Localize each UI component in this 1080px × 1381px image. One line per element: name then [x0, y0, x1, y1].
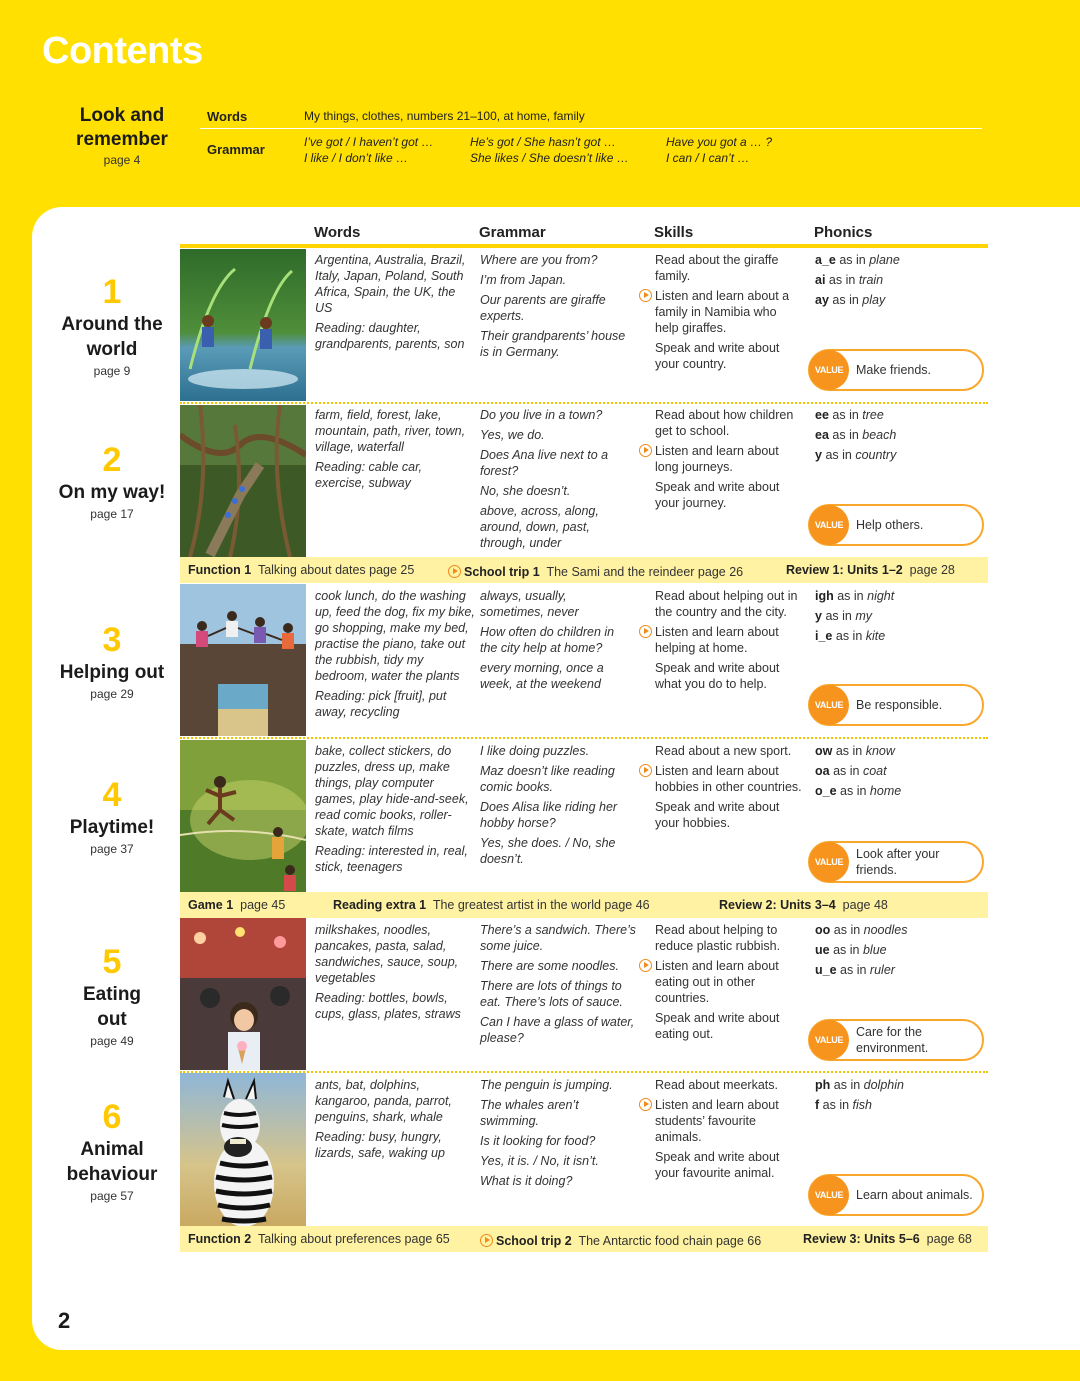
value-badge: VALUE	[809, 1175, 849, 1215]
unit-1-phonics	[815, 252, 975, 312]
band-link-title: Function 2	[188, 1232, 252, 1246]
look-and-remember-title	[62, 104, 182, 168]
phonics-item	[815, 407, 975, 423]
unit-page: page 29	[90, 687, 134, 701]
phonics-word: ruler	[869, 963, 895, 977]
phonics-sound: u_e	[815, 963, 837, 977]
unit-3-words	[315, 588, 477, 724]
phonics-as-in: as in	[828, 273, 856, 287]
unit-page: page 17	[90, 507, 134, 521]
phonics-word: home	[869, 784, 902, 798]
column-header-phonics: Phonics	[814, 224, 873, 241]
words-line: farm, field, forest, lake, mountain, path, river, town, village, waterfall	[315, 408, 466, 454]
words-line: Argentina, Australia, Brazil, Italy, Japan, Poland, South Africa, Spain, the UK, the US	[315, 253, 466, 315]
phonics-as-in: as in	[832, 293, 859, 307]
phonics-item	[815, 427, 975, 443]
phonics-item	[815, 922, 975, 938]
band-link-text: Talking about dates page 25	[257, 563, 415, 577]
band-link-text: page 48	[842, 898, 888, 912]
phonics-item	[815, 252, 975, 268]
unit-number: 3	[102, 621, 122, 659]
lar-grammar-line: He’s got / She hasn’t got …	[470, 135, 616, 149]
look-and-remember-page: page 4	[103, 153, 141, 167]
look-and-remember-title-line1: Look and	[79, 105, 165, 126]
phonics-sound: y	[815, 448, 822, 462]
value-badge: VALUE	[809, 505, 849, 545]
unit-5-phonics	[815, 922, 975, 982]
column-header-skills: Skills	[654, 224, 694, 241]
unit-4-words	[315, 743, 473, 879]
unit-page: page 37	[90, 842, 134, 856]
phonics-as-in: as in	[822, 1098, 850, 1112]
header-rule	[180, 244, 988, 248]
phonics-item	[815, 608, 975, 624]
unit-4-label[interactable]	[50, 775, 174, 858]
phonics-word: blue	[862, 943, 887, 957]
unit-number: 5	[102, 943, 122, 981]
skill-line: Read about meerkats.	[655, 1078, 778, 1092]
phonics-sound: ue	[815, 943, 830, 957]
band-link-title: School trip 2	[496, 1234, 572, 1248]
phonics-sound: i_e	[815, 629, 833, 643]
value-text: Look after your friends.	[856, 847, 940, 877]
unit-3-label[interactable]	[50, 620, 174, 703]
skill-line: Read about helping to reduce plastic rubbish.	[655, 923, 781, 953]
phonics-item	[815, 783, 975, 799]
value-text: Make friends.	[856, 363, 932, 377]
grammar-line: Yes, she does. / No, she doesn’t.	[480, 836, 616, 866]
phonics-as-in: as in	[835, 629, 863, 643]
value-text: Be responsible.	[856, 698, 943, 712]
phonics-item	[815, 292, 975, 308]
phonics-item	[815, 588, 975, 604]
unit-3-grammar	[480, 588, 632, 696]
children-holding-hands-wall-photo	[180, 584, 306, 736]
lar-grammar-line: I’ve got / I haven’t got …	[304, 135, 434, 149]
phonics-word: dolphin	[863, 1078, 904, 1092]
phonics-as-in: as in	[833, 943, 860, 957]
unit-page: page 9	[93, 364, 131, 378]
unit-6-words	[315, 1077, 473, 1165]
skill-line: Speak and write about what you do to help.	[655, 661, 780, 691]
words-line: Reading: busy, hungry, lizards, safe, waking up	[315, 1130, 445, 1160]
skill-line: Read about how children get to school.	[655, 408, 794, 438]
phonics-sound: ai	[815, 273, 826, 287]
band-link[interactable]	[188, 1232, 450, 1246]
grammar-line: There are some noodles.	[480, 959, 619, 973]
unit-1-grammar	[480, 252, 630, 364]
unit-page: page 57	[90, 1189, 134, 1203]
unit-5-grammar	[480, 922, 636, 1050]
grammar-line: above, across, along, around, down, past, through, under	[480, 504, 599, 550]
phonics-word: fish	[852, 1098, 872, 1112]
extras-band-3	[180, 1226, 988, 1252]
value-box	[808, 1019, 984, 1061]
unit-title-line1: Around the	[61, 314, 163, 335]
words-line: ants, bat, dolphins, kangaroo, panda, parrot, penguins, shark, whale	[315, 1078, 452, 1124]
value-box	[808, 504, 984, 546]
unit-5-label[interactable]	[50, 942, 174, 1050]
phonics-sound: ee	[815, 408, 829, 422]
phonics-word: noodles	[863, 923, 908, 937]
unit-6-skills	[655, 1077, 803, 1185]
unit-3-phonics	[815, 588, 975, 648]
band-link-title: School trip 1	[464, 565, 540, 579]
lar-grammar-cell	[666, 134, 772, 166]
words-line: Reading: interested in, real, stick, teenagers	[315, 844, 468, 874]
band-link-text: page 28	[909, 563, 955, 577]
audio-play-icon	[480, 1234, 493, 1247]
phonics-item	[815, 763, 975, 779]
phonics-word: night	[867, 589, 895, 603]
audio-play-icon[interactable]	[639, 625, 652, 638]
unit-6-grammar	[480, 1077, 634, 1193]
unit-title-line2: out	[97, 1009, 127, 1030]
skill-line-audio	[655, 624, 803, 656]
phonics-sound: ay	[815, 293, 829, 307]
band-link-text: Talking about preferences page 65	[257, 1232, 450, 1246]
unit-number: 4	[102, 776, 122, 814]
column-header-words: Words	[314, 224, 361, 241]
phonics-item	[815, 743, 975, 759]
grammar-line: Their grandparents’ house is in Germany.	[480, 329, 626, 359]
skill-line-audio	[655, 763, 803, 795]
unit-title-line1: Playtime!	[69, 817, 155, 838]
band-link-title: Function 1	[188, 563, 252, 577]
band-link[interactable]	[786, 563, 955, 577]
grammar-line: No, she doesn’t.	[480, 484, 571, 498]
phonics-as-in: as in	[825, 448, 852, 462]
unit-title-line1: Animal	[80, 1139, 144, 1160]
band-link[interactable]	[480, 1232, 761, 1248]
skill-line-audio	[655, 288, 803, 336]
unit-1-words	[315, 252, 473, 356]
audio-play-icon[interactable]	[639, 1098, 652, 1111]
skill-text: Listen and learn about long journeys.	[655, 444, 779, 474]
band-link-title: Game 1	[188, 898, 234, 912]
unit-2-phonics	[815, 407, 975, 467]
lar-grammar-line: She likes / She doesn’t like …	[470, 151, 629, 165]
band-link-title: Review 3: Units 5–6	[803, 1232, 920, 1246]
phonics-word: plane	[869, 253, 900, 267]
unit-2-words	[315, 407, 473, 495]
unit-2-grammar	[480, 407, 630, 555]
unit-title-line2: behaviour	[66, 1164, 158, 1185]
value-badge: VALUE	[809, 685, 849, 725]
lar-words-label: Words	[207, 109, 248, 124]
grammar-line: every morning, once a week, at the weekend	[480, 661, 604, 691]
band-link-title: Reading extra 1	[333, 898, 427, 912]
grammar-line: Where are you from?	[480, 253, 598, 267]
value-badge: VALUE	[809, 350, 849, 390]
phonics-sound: f	[815, 1098, 820, 1112]
lar-grammar-cell	[304, 134, 433, 166]
unit-3-skills	[655, 588, 803, 696]
band-link-text: page 68	[926, 1232, 972, 1246]
phonics-item	[815, 962, 975, 978]
skill-line: Speak and write about your country.	[655, 341, 780, 371]
column-header-grammar: Grammar	[479, 224, 546, 241]
value-text: Care for the environment.	[856, 1025, 929, 1055]
phonics-item	[815, 628, 975, 644]
words-line: Reading: pick [fruit], put away, recycling	[315, 689, 447, 719]
skill-line: Speak and write about eating out.	[655, 1011, 780, 1041]
band-link[interactable]	[188, 563, 414, 577]
phonics-item	[815, 272, 975, 288]
unit-4-grammar	[480, 743, 634, 871]
phonics-sound: igh	[815, 589, 834, 603]
words-line: Reading: daughter, grandparents, parents, son	[315, 321, 465, 351]
phonics-as-in: as in	[839, 253, 866, 267]
extras-band-2	[180, 892, 988, 918]
grammar-line: Do you live in a town?	[480, 408, 603, 422]
skill-line: Speak and write about your hobbies.	[655, 800, 780, 830]
skill-line: Read about helping out in the country and the city.	[655, 589, 798, 619]
audio-play-icon[interactable]	[639, 444, 652, 457]
unit-number: 1	[102, 273, 122, 311]
grammar-line: Yes, we do.	[480, 428, 545, 442]
unit-4-phonics	[815, 743, 975, 803]
skill-line: Read about a new sport.	[655, 744, 792, 758]
laughing-zebra-photo	[180, 1073, 306, 1227]
phonics-sound: ph	[815, 1078, 831, 1092]
phonics-sound: ow	[815, 744, 833, 758]
value-badge: VALUE	[809, 1020, 849, 1060]
grammar-line: always, usually, sometimes, never	[480, 589, 579, 619]
phonics-as-in: as in	[840, 784, 867, 798]
phonics-sound: ea	[815, 428, 829, 442]
words-line: bake, collect stickers, do puzzles, dress up, make things, play computer games, play hide-and-seek, read comic books, roller-skate, watch films	[315, 744, 469, 838]
phonics-word: play	[862, 293, 886, 307]
skill-line-audio	[655, 443, 803, 475]
unit-6-phonics	[815, 1077, 975, 1117]
grammar-line: Does Alisa like riding her hobby horse?	[480, 800, 618, 830]
phonics-as-in: as in	[835, 744, 863, 758]
audio-play-icon[interactable]	[639, 959, 652, 972]
lar-grammar-label: Grammar	[207, 142, 265, 157]
band-link[interactable]	[448, 563, 743, 579]
unit-number: 2	[102, 441, 122, 479]
lar-grammar-cell	[470, 134, 629, 166]
words-line: milkshakes, noodles, pancakes, pasta, salad, sandwiches, sauce, soup, vegetables	[315, 923, 459, 985]
phonics-as-in: as in	[833, 1078, 861, 1092]
unit-page: page 49	[90, 1034, 134, 1048]
grammar-line: The penguin is jumping.	[480, 1078, 613, 1092]
skill-line-audio	[655, 958, 803, 1006]
root-bridge-forest-photo	[180, 405, 306, 557]
unit-5-words	[315, 922, 475, 1026]
unit-title-line2: world	[86, 339, 138, 360]
skill-text: Listen and learn about eating out in other countries.	[655, 959, 779, 1005]
unit-4-skills	[655, 743, 803, 835]
value-box	[808, 684, 984, 726]
band-link[interactable]	[719, 898, 888, 912]
value-box	[808, 841, 984, 883]
lar-grammar-line: Have you got a … ?	[666, 135, 773, 149]
boy-jumping-rope-photo	[180, 740, 306, 892]
grammar-line: I’m from Japan.	[480, 273, 567, 287]
extras-band-1	[180, 557, 988, 583]
audio-play-icon[interactable]	[639, 289, 652, 302]
unit-5-skills	[655, 922, 803, 1046]
grammar-line: What is it doing?	[480, 1174, 573, 1188]
skill-text: Listen and learn about a family in Namibia who help giraffes.	[655, 289, 790, 335]
phonics-as-in: as in	[825, 609, 852, 623]
grammar-line: How often do children in the city help at home?	[480, 625, 615, 655]
phonics-word: coat	[862, 764, 887, 778]
unit-title-line1: Helping out	[59, 662, 165, 683]
value-box	[808, 349, 984, 391]
audio-play-icon[interactable]	[639, 764, 652, 777]
value-text: Help others.	[856, 518, 924, 532]
words-line: Reading: cable car, exercise, subway	[315, 460, 423, 490]
skill-line: Read about the giraffe family.	[655, 253, 779, 283]
grammar-line: Yes, it is. / No, it isn’t.	[480, 1154, 599, 1168]
words-line: Reading: bottles, bowls, cups, glass, plates, straws	[315, 991, 461, 1021]
phonics-as-in: as in	[833, 764, 860, 778]
skill-text: Listen and learn about helping at home.	[655, 625, 779, 655]
look-and-remember-title-line2: remember	[76, 129, 168, 150]
skill-text: Listen and learn about hobbies in other countries.	[655, 764, 802, 794]
grammar-line: The whales aren’t swimming.	[480, 1098, 579, 1128]
page-title: Contents	[42, 30, 203, 72]
grammar-line: Our parents are giraffe experts.	[480, 293, 606, 323]
grammar-line: Is it looking for food?	[480, 1134, 596, 1148]
value-box	[808, 1174, 984, 1216]
phonics-as-in: as in	[840, 963, 867, 977]
phonics-word: know	[865, 744, 895, 758]
band-link[interactable]	[188, 898, 285, 912]
row-separator	[180, 402, 988, 404]
unit-title-line1: On my way!	[58, 482, 166, 503]
phonics-item	[815, 1077, 975, 1093]
phonics-word: my	[855, 609, 872, 623]
phonics-item	[815, 1097, 975, 1113]
band-link[interactable]	[333, 898, 650, 912]
phonics-as-in: as in	[832, 428, 859, 442]
unit-title-line1: Eating	[82, 984, 142, 1005]
grammar-line: Can I have a glass of water, please?	[480, 1015, 635, 1045]
row-separator	[180, 737, 988, 739]
lar-words-text: My things, clothes, numbers 21–100, at home, family	[304, 109, 585, 123]
words-line: cook lunch, do the washing up, feed the dog, fix my bike, go shopping, make my bed, practise the piano, take out the rubbish, tidy my bedroom, water the plants	[315, 589, 475, 683]
phonics-sound: a_e	[815, 253, 836, 267]
band-link-text: The Sami and the reindeer page 26	[546, 565, 744, 579]
band-link-title: Review 2: Units 3–4	[719, 898, 836, 912]
skill-text: Listen and learn about students’ favourite animals.	[655, 1098, 779, 1144]
phonics-word: kite	[865, 629, 886, 643]
value-text: Learn about animals.	[856, 1188, 973, 1202]
skill-line: Speak and write about your journey.	[655, 480, 780, 510]
unit-1-skills	[655, 252, 803, 376]
grammar-line: There’s a sandwich. There’s some juice.	[480, 923, 636, 953]
value-badge: VALUE	[809, 842, 849, 882]
phonics-sound: oa	[815, 764, 830, 778]
grammar-line: Maz doesn’t like reading comic books.	[480, 764, 615, 794]
unit-6-label[interactable]	[50, 1097, 174, 1205]
boys-splashing-water-photo	[180, 249, 306, 401]
band-link-title: Review 1: Units 1–2	[786, 563, 903, 577]
phonics-sound: oo	[815, 923, 831, 937]
band-link-text: The Antarctic food chain page 66	[578, 1234, 762, 1248]
band-link[interactable]	[803, 1232, 972, 1246]
band-link-text: The greatest artist in the world page 46	[432, 898, 650, 912]
unit-2-label[interactable]	[50, 440, 174, 523]
grammar-line: I like doing puzzles.	[480, 744, 590, 758]
phonics-item	[815, 942, 975, 958]
skill-line: Speak and write about your favourite animal.	[655, 1150, 780, 1180]
phonics-word: beach	[862, 428, 897, 442]
band-link-text: page 45	[240, 898, 286, 912]
lar-divider	[200, 128, 982, 129]
phonics-word: country	[855, 448, 897, 462]
phonics-sound: o_e	[815, 784, 837, 798]
phonics-sound: y	[815, 609, 822, 623]
grammar-line: Does Ana live next to a forest?	[480, 448, 609, 478]
lar-grammar-line: I like / I don’t like …	[304, 151, 409, 165]
skill-line-audio	[655, 1097, 803, 1145]
lar-grammar-line: I can / I can’t …	[666, 151, 750, 165]
phonics-as-in: as in	[833, 923, 861, 937]
page-number: 2	[58, 1308, 71, 1333]
unit-2-skills	[655, 407, 803, 515]
phonics-word: tree	[862, 408, 884, 422]
unit-1-label[interactable]	[50, 272, 174, 380]
unit-number: 6	[102, 1098, 122, 1136]
phonics-word: train	[858, 273, 884, 287]
girl-with-ice-cream-street-photo	[180, 918, 306, 1070]
grammar-line: There are lots of things to eat. There’s lots of sauce.	[480, 979, 623, 1009]
phonics-item	[815, 447, 975, 463]
phonics-as-in: as in	[832, 408, 859, 422]
audio-play-icon	[448, 565, 461, 578]
phonics-as-in: as in	[837, 589, 864, 603]
